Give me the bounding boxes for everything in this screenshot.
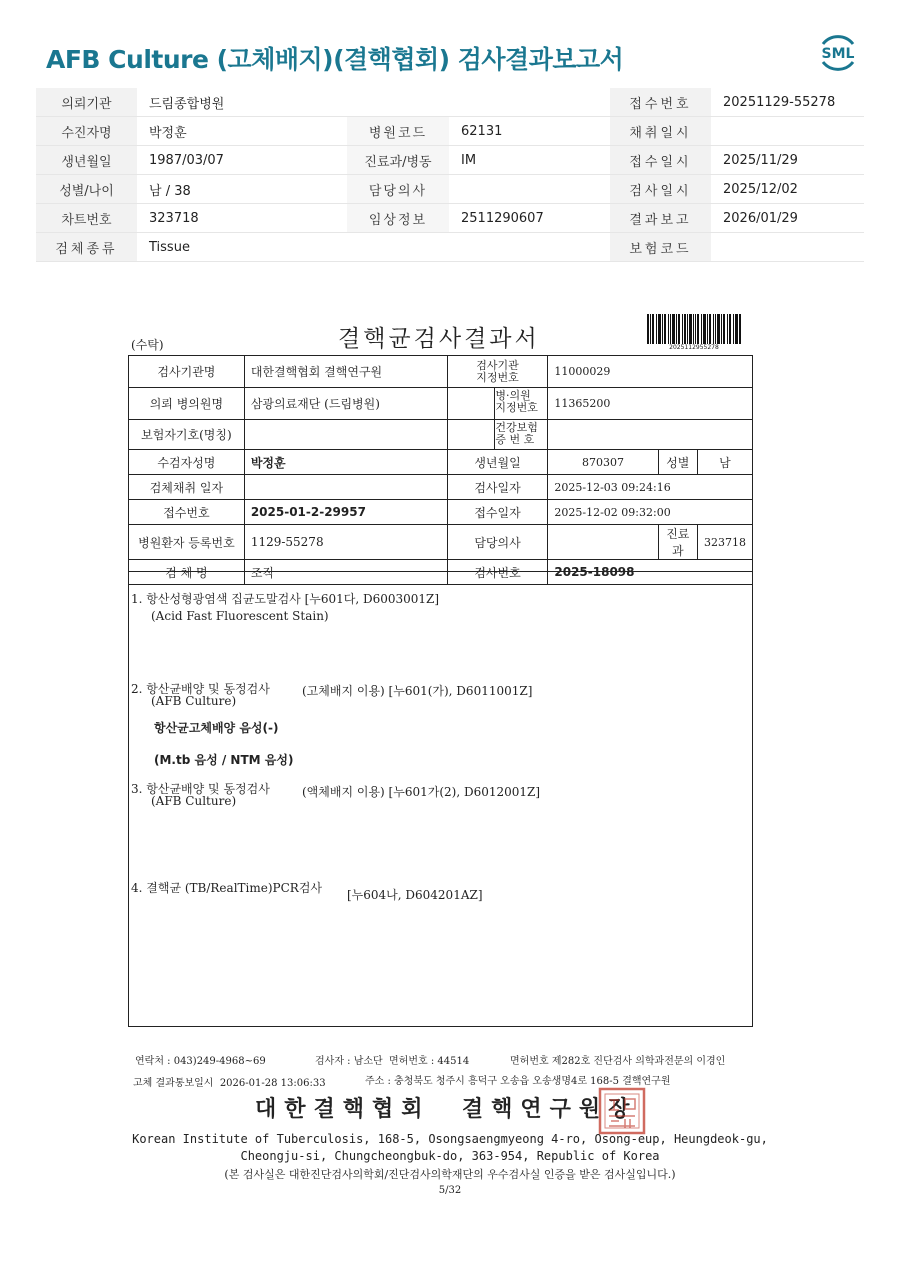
label-test-number: 검사번호 (447, 560, 548, 585)
footer-english-address-2: Cheongju-si, Chungcheongbuk-do, 363-954, Republic of Korea (240, 1149, 660, 1163)
scan-title: 결핵균검사결과서 (338, 326, 540, 352)
label-sex-age: 성별/나이 (36, 175, 137, 204)
value-sex-age: 남 / 38 (137, 175, 347, 204)
item-3-title: 3. 항산균배양 및 동정검사 (131, 782, 270, 796)
label-department: 진료과/병동 (347, 146, 449, 175)
footer-certification: (본 검사실은 대한진단검사의학회/진단검사의학재단의 우수검사실 인증을 받은 검사실입니다.) (224, 1168, 676, 1181)
value-birth: 870307 (548, 450, 658, 475)
label-examinee: 수검자성명 (129, 450, 245, 475)
label-hospital-reg: 병원환자 등록번호 (129, 525, 245, 560)
value-attending (548, 525, 658, 560)
label-collection-date: 검체채취 일자 (129, 475, 245, 500)
value-specimen: 조직 (244, 560, 447, 585)
label-specimen-type: 검체종류 (36, 233, 137, 262)
value-receipt-time: 2025/11/29 (711, 146, 864, 175)
value-test-number: 2025-18098 (548, 560, 753, 585)
label-requester: 의뢰기관 (36, 88, 137, 117)
value-test-time: 2025/12/02 (711, 175, 864, 204)
label-sex: 성별 (658, 450, 697, 475)
label-insurer: 보험자기호(명칭) (129, 420, 245, 450)
report-title: AFB Culture (고체배지)(결핵협회) 검사결과보고서 (46, 45, 624, 74)
value-test-org-id: 11000029 (548, 356, 753, 388)
result-header-table (128, 355, 753, 585)
value-patient-name: 박정훈 (137, 117, 347, 146)
label-receipt-number: 접수번호 (129, 500, 245, 525)
label-receipt-time: 접수일시 (610, 146, 711, 175)
label-hospital-id: 병·의원 지정번호 (494, 388, 547, 419)
official-seal-icon (598, 1087, 646, 1135)
label-birthdate: 생년월일 (36, 146, 137, 175)
item-2-result: 항산균고체배양 음성(-) (154, 721, 279, 735)
label-hospital-code: 병원코드 (347, 117, 449, 146)
value-test-org: 대한결핵협회 결핵연구원 (244, 356, 447, 388)
footer-director-license: 면허번호 제282호 진단검사 의학과전문의 이경인 (510, 1056, 726, 1067)
item-2-result-detail: (M.tb 음성 / NTM 음성) (154, 753, 294, 767)
label-chart-no: 차트번호 (36, 204, 137, 233)
value-receipt-number: 2025-01-2-29957 (244, 500, 447, 525)
label-test-org-id: 검사기관 지정번호 (447, 356, 548, 388)
label-hospital: 의뢰 병의원명 (129, 388, 245, 420)
label-receipt-date: 접수일자 (447, 500, 548, 525)
footer-english-address-1: Korean Institute of Tuberculosis, 168-5, Osongsaengmyeong 4-ro, Osong-eup, Heungdeok-gu, (132, 1132, 768, 1146)
item-4-title: 4. 결핵균 (TB/RealTime)PCR검사 (131, 881, 323, 895)
label-specimen: 검 체 명 (129, 560, 245, 585)
label-test-org: 검사기관명 (129, 356, 245, 388)
label-doctor: 담당의사 (347, 175, 449, 204)
value-hospital-code: 62131 (449, 117, 610, 146)
label-receipt-no: 접수번호 (610, 88, 711, 117)
item-2-detail: (고체배지 이용) [누601(가), D6011001Z] (302, 684, 533, 698)
label-result-report: 결과보고 (610, 204, 711, 233)
label-patient-name: 수진자명 (36, 117, 137, 146)
label-collection-time: 채취일시 (610, 117, 711, 146)
value-hospital-id: 11365200 (548, 388, 753, 420)
value-insurance-code (711, 233, 864, 262)
value-hospital-reg: 1129-55278 (244, 525, 447, 560)
value-collection-date (244, 475, 447, 500)
label-clinical-info: 임상정보 (347, 204, 449, 233)
patient-info-table (36, 88, 864, 262)
value-result-report: 2026/01/29 (711, 204, 864, 233)
page-number: 5/32 (438, 1185, 462, 1196)
value-specimen-type: Tissue (137, 233, 610, 262)
label-insurance-code: 보험코드 (610, 233, 711, 262)
label-dept: 진료과 (658, 525, 697, 560)
consignment-label: (수탁) (131, 338, 164, 352)
value-doctor (449, 175, 610, 204)
value-dept: 323718 (697, 525, 752, 560)
footer-notice-time: 고체 결과통보일시 2026-01-28 13:06:33 (133, 1078, 326, 1089)
label-test-date: 검사일자 (447, 475, 548, 500)
item-4-detail: [누604나, D604201AZ] (347, 888, 483, 902)
value-collection-time (711, 117, 864, 146)
value-department: IM (449, 146, 610, 175)
value-sex: 남 (697, 450, 752, 475)
value-receipt-date: 2025-12-02 09:32:00 (548, 500, 753, 525)
value-insurer (244, 420, 447, 450)
label-test-time: 검사일시 (610, 175, 711, 204)
value-requester: 드림종합병원 (137, 88, 610, 117)
footer-address: 주소 : 충청북도 청주시 흥덕구 오송읍 오송생명4로 168-5 결핵연구원 (365, 1076, 671, 1087)
value-examinee: 박정훈 (244, 450, 447, 475)
sml-logo (815, 30, 861, 76)
label-birth: 생년월일 (447, 450, 548, 475)
footer-contact: 연락처 : 043)249-4968~69 (135, 1056, 266, 1067)
value-receipt-no: 20251129-55278 (711, 88, 864, 117)
item-1-english: (Acid Fast Fluorescent Stain) (151, 609, 329, 623)
barcode (647, 314, 741, 344)
footer-tester: 검사자 : 남소단 면허번호 : 44514 (315, 1056, 470, 1067)
item-3-english: (AFB Culture) (151, 794, 237, 808)
item-2-title: 2. 항산균배양 및 동정검사 (131, 682, 270, 696)
value-clinical-info: 2511290607 (449, 204, 610, 233)
value-test-date: 2025-12-03 09:24:16 (548, 475, 753, 500)
label-attending: 담당의사 (447, 525, 548, 560)
value-birthdate: 1987/03/07 (137, 146, 347, 175)
value-insurance-no (548, 420, 753, 450)
institute-name: 대한결핵협회 결핵연구원장 (255, 1096, 638, 1122)
item-2-english: (AFB Culture) (151, 694, 237, 708)
label-insurance-no: 건강보험 증 번 호 (494, 420, 547, 449)
item-3-detail: (액체배지 이용) [누601가(2), D6012001Z] (302, 785, 541, 799)
svg-text:SML: SML (821, 46, 855, 62)
value-chart-no: 323718 (137, 204, 347, 233)
barcode-number: 2025112955278 (669, 344, 719, 351)
value-hospital: 삼광의료재단 (드림병원) (244, 388, 447, 420)
item-1-title: 1. 항산성형광염색 집균도말검사 [누601다, D6003001Z] (131, 592, 440, 606)
